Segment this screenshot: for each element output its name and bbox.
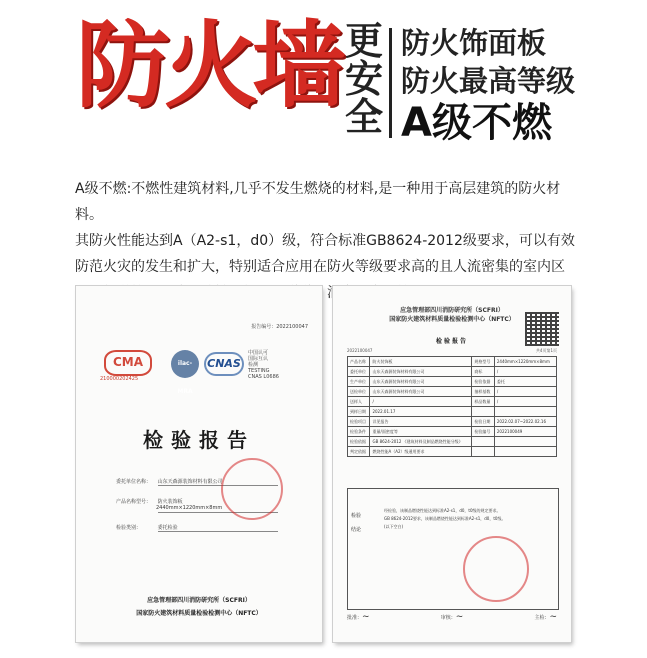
footer-line-2: 国家防火建筑材料质量检验检测中心（NFTC） <box>136 610 262 617</box>
official-red-stamp <box>463 536 529 602</box>
report-meta <box>347 348 557 354</box>
cnas-info-line: CNAS L0686 <box>248 374 279 380</box>
table-cell <box>472 447 494 457</box>
table-cell <box>494 447 556 457</box>
signer-label: 批准： <box>347 615 363 621</box>
official-red-stamp <box>221 458 283 520</box>
table-cell: 燃烧性能A（A2）级通用要求 <box>370 447 472 457</box>
hero-title: 防火墙 <box>76 12 341 121</box>
divider <box>389 28 392 138</box>
table-cell: 2022.02.07~2022.02.16 <box>494 417 556 427</box>
table-cell: 抽样基数 <box>472 387 494 397</box>
product-value: 防火装饰板 <box>157 499 183 505</box>
type-field <box>116 524 178 531</box>
report-table <box>347 356 557 457</box>
table-cell: 检验依据 <box>348 437 370 447</box>
table-row <box>348 427 557 437</box>
table-cell: / <box>494 397 556 407</box>
table-cell <box>494 407 556 417</box>
table-cell: 2022.01.17 <box>370 407 472 417</box>
signer-inspect: 主检：~ <box>534 612 557 622</box>
cnas-logo: CNAS <box>204 352 244 376</box>
signature-row <box>347 612 557 622</box>
table-cell: / <box>370 397 472 407</box>
type-label: 检验类别： <box>116 525 142 531</box>
cnas-info-line: TESTING <box>248 368 270 374</box>
table-cell: 重量/面密度等 <box>370 427 472 437</box>
table-row <box>348 357 557 367</box>
table-cell: 委托 <box>494 377 556 387</box>
ilac-mra-logo: ilac-MRA <box>171 350 199 378</box>
description-para-2: 其防火性能达到A（A2-s1，d0）级，符合标准GB8624-2012级要求，可以有效防范火灾的发生和扩大，特别适合应用在防火等级要求高的且人流密集的室内区 <box>75 233 575 275</box>
table-cell: 检验条件 <box>348 427 370 437</box>
hero-sub-char: 更 <box>344 19 383 63</box>
product-label: 产品名称型号： <box>116 499 152 505</box>
table-cell: 商标 <box>472 367 494 377</box>
conclusion-line: (以下空白) <box>384 524 404 529</box>
client-field <box>116 478 223 485</box>
cnas-info-line: 国际互认 <box>248 356 269 362</box>
table-cell: / <box>494 387 556 397</box>
table-cell: / <box>494 367 556 377</box>
table-cell: 送样人 <box>348 397 370 407</box>
report-page-number: 共4页第1页 <box>535 348 557 353</box>
cma-number: 210000202425 <box>100 376 139 382</box>
conclusion-label: 检验结论 <box>351 513 362 533</box>
table-cell: 样品数量 <box>472 397 494 407</box>
tagline-line-3: A级不燃 <box>401 100 552 146</box>
table-cell: 防火装饰板 <box>370 357 472 367</box>
hero-sub-char: 安 <box>344 57 383 101</box>
table-row <box>348 387 557 397</box>
report-serial: 报告编号：2022100047 <box>251 324 308 330</box>
client-label: 委托单位名称： <box>116 479 152 485</box>
report-header-line-2: 国家防火建筑材料质量检验检测中心（NFTC） <box>389 316 515 323</box>
table-row <box>348 447 557 457</box>
conclusion-box <box>347 488 559 610</box>
table-cell: 送检单位 <box>348 387 370 397</box>
report-title: 检验报告 <box>435 338 468 345</box>
table-row <box>348 377 557 387</box>
table-row <box>348 437 557 447</box>
table-row <box>348 367 557 377</box>
conclusion-line: GB 8624-2012要求，该制品燃烧性能达到标准A2-s1，d0，t0级。 <box>384 516 506 521</box>
signer-label: 审核： <box>440 615 456 621</box>
report-header-line-1: 应急管理部四川消防研究所（SCFRI） <box>400 307 504 314</box>
cover-title: 检验报告 <box>143 428 255 452</box>
cover-footer <box>76 594 322 620</box>
table-cell: 详见报告 <box>370 417 472 427</box>
table-cell: 山东天森源装饰材料有限公司 <box>370 387 472 397</box>
client-value: 山东天森源装饰材料有限公司 <box>157 479 223 485</box>
hero-tagline <box>401 24 575 146</box>
signer-label: 主检： <box>534 615 550 621</box>
product-field <box>116 498 222 511</box>
field-underline <box>158 531 278 532</box>
hero-sub-char: 全 <box>344 95 383 139</box>
table-cell: 山东天森源装饰材料有限公司 <box>370 367 472 377</box>
table-cell: 检验依据 <box>472 377 494 387</box>
table-cell: 2440mm×1220mm×8mm <box>494 357 556 367</box>
table-row <box>348 417 557 427</box>
footer-line-1: 应急管理部四川消防研究所（SCFRI） <box>147 597 251 604</box>
table-cell: 产品名称 <box>348 357 370 367</box>
table-cell <box>472 437 494 447</box>
table-cell: 生产单位 <box>348 377 370 387</box>
cnas-info-line: 检测 <box>248 362 259 368</box>
cnas-info-line: 中国认可 <box>248 350 269 356</box>
tagline-line-1: 防火饰面板 <box>401 26 547 60</box>
table-cell: 委托单位 <box>348 367 370 377</box>
report-cover-image <box>76 286 322 642</box>
signer-review: 审核：~ <box>440 612 464 622</box>
table-cell: 检验项目 <box>348 417 370 427</box>
hero-subtitle-vertical <box>343 19 385 139</box>
report-page-image <box>333 286 571 642</box>
report-serial: 2022100047 <box>347 348 373 353</box>
tagline-line-2: 防火最高等级 <box>401 64 576 98</box>
table-cell: 检验日期 <box>472 417 494 427</box>
table-row <box>348 397 557 407</box>
table-cell: 规格型号 <box>472 357 494 367</box>
cma-logo: CMA <box>104 350 152 376</box>
type-value: 委托检验 <box>157 525 178 531</box>
product-spec: 2440mm×1220mm×8mm <box>156 505 223 511</box>
table-cell: GB 8624-2012 《建筑材料及制品燃烧性能分级》 <box>370 437 472 447</box>
signer-approve: 批准：~ <box>347 612 370 622</box>
cnas-info <box>248 350 294 380</box>
table-cell: 检验编号 <box>472 427 494 437</box>
table-cell <box>472 407 494 417</box>
description-para-1: A级不燃:不燃性建筑材料,几乎不发生燃烧的材料,是一种用于高层建筑的防火材料。 <box>75 181 561 223</box>
table-cell: 到样日期 <box>348 407 370 417</box>
table-row <box>348 407 557 417</box>
conclusion-line: 经检验，该制品燃烧性能达到标准A2-s1，d0，t0级的规定要求。 <box>384 508 501 513</box>
conclusion-text <box>384 507 505 531</box>
table-cell <box>494 437 556 447</box>
table-cell: 2022100049 <box>494 427 556 437</box>
table-cell: 判定依据 <box>348 447 370 457</box>
table-cell: 山东天森源装饰材料有限公司 <box>370 377 472 387</box>
